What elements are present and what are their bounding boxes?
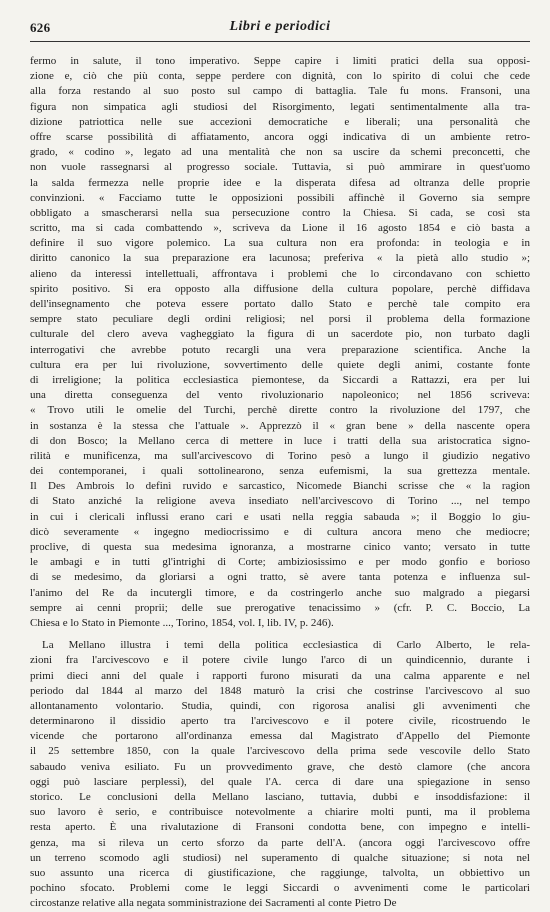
text-line: fermo in salute, il tono imperativo. Seppe capire i limiti pratici della sua opposi- [30,55,530,67]
text-line: l'animo del Re da incutergli timore, e da costringerlo anche suo malgrado a piegarsi [30,586,530,599]
text-line: scritto, ma si cada combattendo », scriveva da Lione il 16 agosto 1854 e ciò basta a [30,222,530,235]
text-line: genza, ma si rileva un certo sforzo da parte dell'A. (ancora oggi l'arcivescovo offre [30,836,530,849]
text-line: obbligato a smascherarsi nella sua persecuzione contro la Chiesa. Si cada, se così sta [30,206,530,219]
text-line: periodo dal 1844 al marzo del 1848 maturò la crisi che costrinse l'arcivescovo al suo [30,684,530,697]
page-header [30,16,530,40]
text-line: vicende che portarono all'ordinanza emessa dal Magistrato d'Appello del Piemonte [30,730,530,743]
text-line: zione e, ciò che più conta, seppe perdere con dignità, con lo spirito di colui che cede [30,70,530,83]
text-line: suo assunto una ricerca di giustificazione, che raggiunge, talvolta, un obbiettivo un [30,866,530,879]
text-line: diritto canonico la sua preparazione era lacunosa; preferiva « la pietà allo studio »; [30,252,530,265]
text-line: offre scarse possibilità di affiatamento, ancora oggi indicativa di un ambiente retro- [30,130,530,143]
text-line: sempre stato peculiare degli ordini religiosi; nel porsi il problema della formazione [30,313,530,326]
paragraph-gap [30,631,530,638]
text-line: in sostanza è la stessa che l'attuale ». Apprezzò il « gran bene » della nascente opera [30,419,530,432]
text-line: sempre ai cenni proprii; delle sue prerogative tenacissimo » (cfr. P. C. Boccio, La [30,601,530,614]
text-line: il 25 settembre 1850, con la quale l'arcivescovo della prima sede vescovile dello Stato [30,745,530,758]
paragraph-1 [30,54,530,631]
text-line: un terreno scomodo agli studiosi) nel superamento di qualche situazione; si nota nel [30,851,530,864]
text-line: di Stato anziché la religione aveva insediato nell'arcivescovo di Torino ..., nel tempo [30,495,530,508]
text-line: di se medesimo, da gloriarsi a ogni tratto, sè avere tanta potenza e influenza sul- [30,571,530,584]
text-line: dell'insegnamento che poteva essere portato dallo Stato e perchè tale compito era [30,298,530,310]
text-line: interrogativi che avrebbe potuto recargli una vera preparazione scientifica. Anche la [30,343,530,356]
text-line: dizione patriottica nelle sue accezioni democratiche e liberali; una personalità che [30,115,530,128]
text-line: pochino sfocato. Problemi come le leggi Siccardi o avvenimenti come le particolari [30,882,530,895]
text-line: proclive, di questa sua medesima ignoranza, a mostrarne cinico vanto; versato in tutte [30,541,530,553]
text-line: zioni fra l'arcivescovo e il potere civile lungo l'arco di un quindicennio, durante i [30,654,530,667]
text-line: culturale del clero aveva vagheggiato la figura di un sacerdote pio, non turbato dagli [30,328,530,341]
text-line: primi dieci anni del quale i rapporti furono misurati da una calma apparente e nel [30,669,530,682]
article-body [30,54,530,912]
text-line: dei contemporanei, i quali sottolinearono, senza eufemismi, la sua grettezza mentale. [30,465,530,478]
text-line: suo lavoro è serio, e contribuisce notevolmente a chiarire molti punti, ma il problema [30,806,530,819]
text-line: storico. Le conclusioni della Mellano lasciano, tuttavia, dubbi e insoddisfazione: il [30,791,530,803]
text-line: una diretta conseguenza del vento rivoluzionario napoleonico; nel 1856 scriveva: [30,389,530,402]
text-line: Chiesa e lo Stato in Piemonte ..., Torino, 1854, vol. I, lib. IV, p. 246). [30,616,334,629]
text-line: in cui i clericali influssi erano cari e usati nella reggia sabauda »; il Boggio lo giu- [30,510,530,523]
text-line: « Trovo utili le omelie del Turchi, perchè dirette contro la rivoluzione del 1797, che [30,404,530,417]
text-line: sabaudo veniva esiliato. Fu un provvedimento grave, che destò clamore (che ancora [30,760,530,773]
running-head: Libri e periodici [229,19,331,34]
text-line: di don Bosco; la Mellano cerca di mettere in luce i tratti della sua aristocratica signo- [30,434,530,447]
text-line: le ambagi e in tutti gl'intrighi di Corte; ambiziosissimo e per modo gonfio e borioso [30,556,530,569]
text-line: determinarono il dissidio aperto tra l'arcivescovo e il potere civile, ricostruendo le [30,715,530,728]
text-line: cultura era per lui rivoluzione, sovvertimento delle quiete degli animi, costante fonte [30,358,530,371]
text-line: grado, « codino », legato ad una mentalità che non sa uscire da schemi preconcetti, che [30,146,530,159]
paragraph-2 [30,638,530,911]
text-line: figura non simpatica agli studiosi del Risorgimento, legati sentimentalmente alla tra- [30,100,530,113]
header-rule [30,41,530,42]
text-line: dicò severamente « ingegno mediocrissimo e di cultura ancora meno che mediocre; [30,525,530,538]
text-line: circostanze relative alla negata somministrazione dei Sacramenti al conte Pietro De [30,897,397,910]
text-line: Il Des Ambrois lo definì ruvido e sarcastico, Nicomede Bianchi scrisse che « la ragion [30,480,530,493]
text-line: definire il suo vigore polemico. La sua cultura non era profonda: in teologia e in [30,237,530,250]
text-line: la salda fermezza nelle proprie idee e la disperata difesa ad oltranza delle proprie [30,176,530,189]
text-line: di irreligione; la politica ecclesiastica piemontese, da Siccardi a Rattazzi, era per lui [30,373,530,386]
text-line: allontanamento volontario. Studia, quindi, con rigorosa analisi gli avvenimenti che [30,699,530,712]
text-line: convinzioni. « Facciamo tutte le opposizioni possibili affinchè il Governo sia sempre [30,191,530,204]
text-line: alieno da interessi intellettuali, affrontava i problemi che lo circondavano con schietto [30,267,530,280]
text-line: non vuole rassegnarsi al progresso sociale. Tuttavia, si può ammirare in quest'uomo [30,161,530,174]
text-line: spirito positivo. Si era opposto alla diffusione della cultura popolare, perchè diffidava [30,282,530,295]
text-line: La Mellano illustra i temi della politica ecclesiastica di Carlo Alberto, le rela- [42,639,530,652]
text-line: oggi può lasciare perplessi), del quale l'A. cerca di dare una spiegazione in senso [30,775,530,788]
text-line: rilità e munificenza, ma sull'arcivescovo di Torino pesò a lungo il giudizio negativo [30,449,530,462]
page-number: 626 [30,20,51,35]
text-line: alla forza restando al suo posto sul campo di battaglia. Tale fu mons. Fransoni, una [30,85,530,98]
text-line: resta aperto. È una rivalutazione di Fransoni condotta bene, con impegno e intelli- [30,821,530,834]
